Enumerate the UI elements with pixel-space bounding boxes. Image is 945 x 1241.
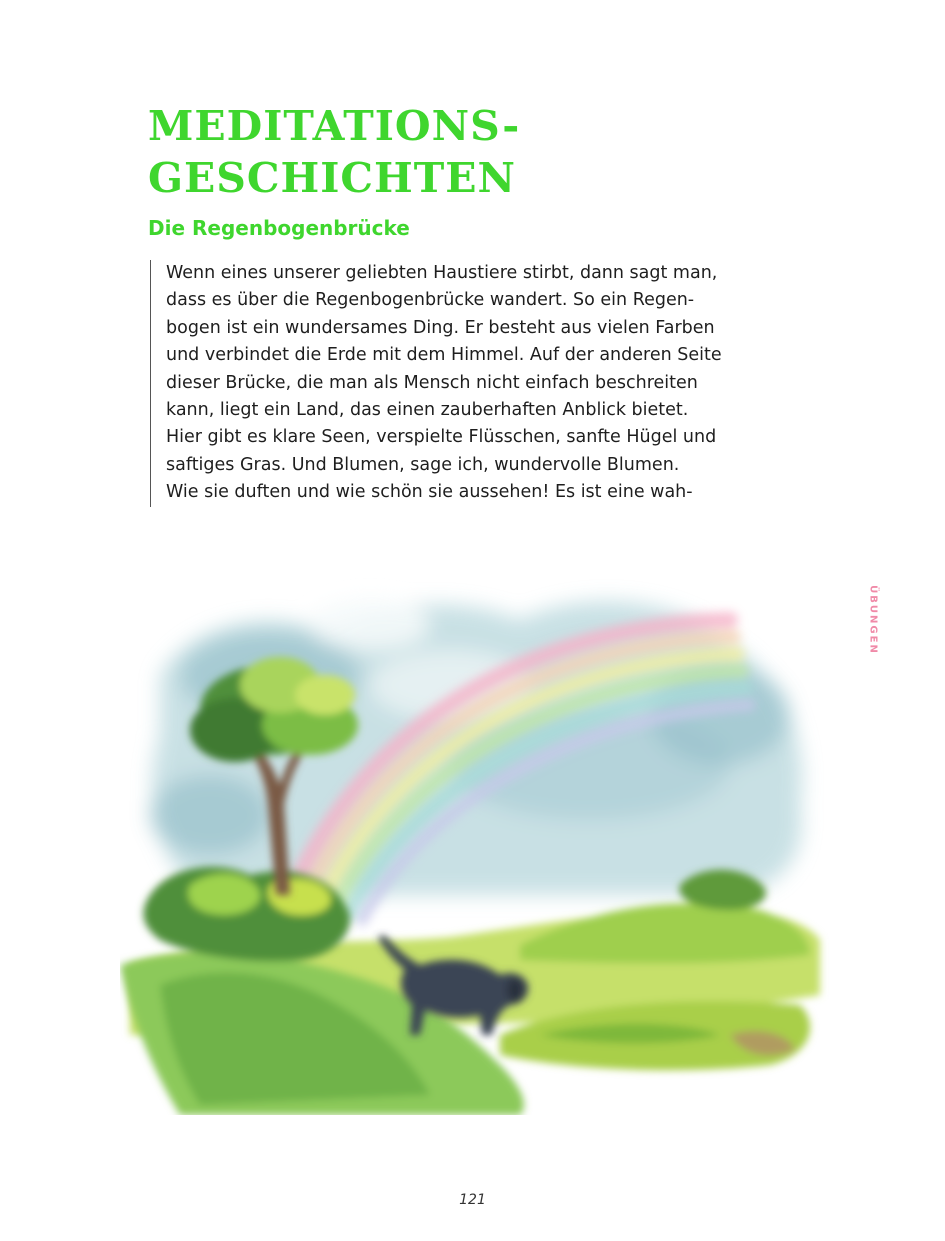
story-text-block [150,260,846,507]
section-side-label [866,580,880,660]
title-line-1: MEDITATIONS- [148,102,521,150]
page-number: 121 [459,1192,486,1208]
side-label-text: ÜBUNGEN [867,585,879,655]
title-line-2: GESCHICHTEN [148,154,517,202]
story-line: und verbindet die Erde mit dem Himmel. Auf der anderen Seite [166,345,722,366]
story-line: dass es über die Regenbogenbrücke wandert. So ein Regen- [166,290,695,311]
story-subtitle: Die Regenbogenbrücke [148,216,410,240]
story-line: Wie sie duften und wie schön sie aussehen! Es ist eine wah- [166,482,693,503]
story-line: Hier gibt es klare Seen, verspielte Flüsschen, sanfte Hügel und [166,427,717,448]
story-line: Wenn eines unserer geliebten Haustiere stirbt, dann sagt man, [166,263,718,283]
story-line: kann, liegt ein Land, das einen zauberhaften Anblick bietet. [166,400,689,421]
story-line: dieser Brücke, die man als Mensch nicht einfach beschreiten [166,372,698,393]
rainbow-watercolor-illustration [120,565,830,1115]
page-title [148,100,708,204]
story-line: saftiges Gras. Und Blumen, sage ich, wundervolle Blumen. [166,454,680,475]
story-line: bogen ist ein wundersames Ding. Er besteht aus vielen Farben [166,317,715,338]
